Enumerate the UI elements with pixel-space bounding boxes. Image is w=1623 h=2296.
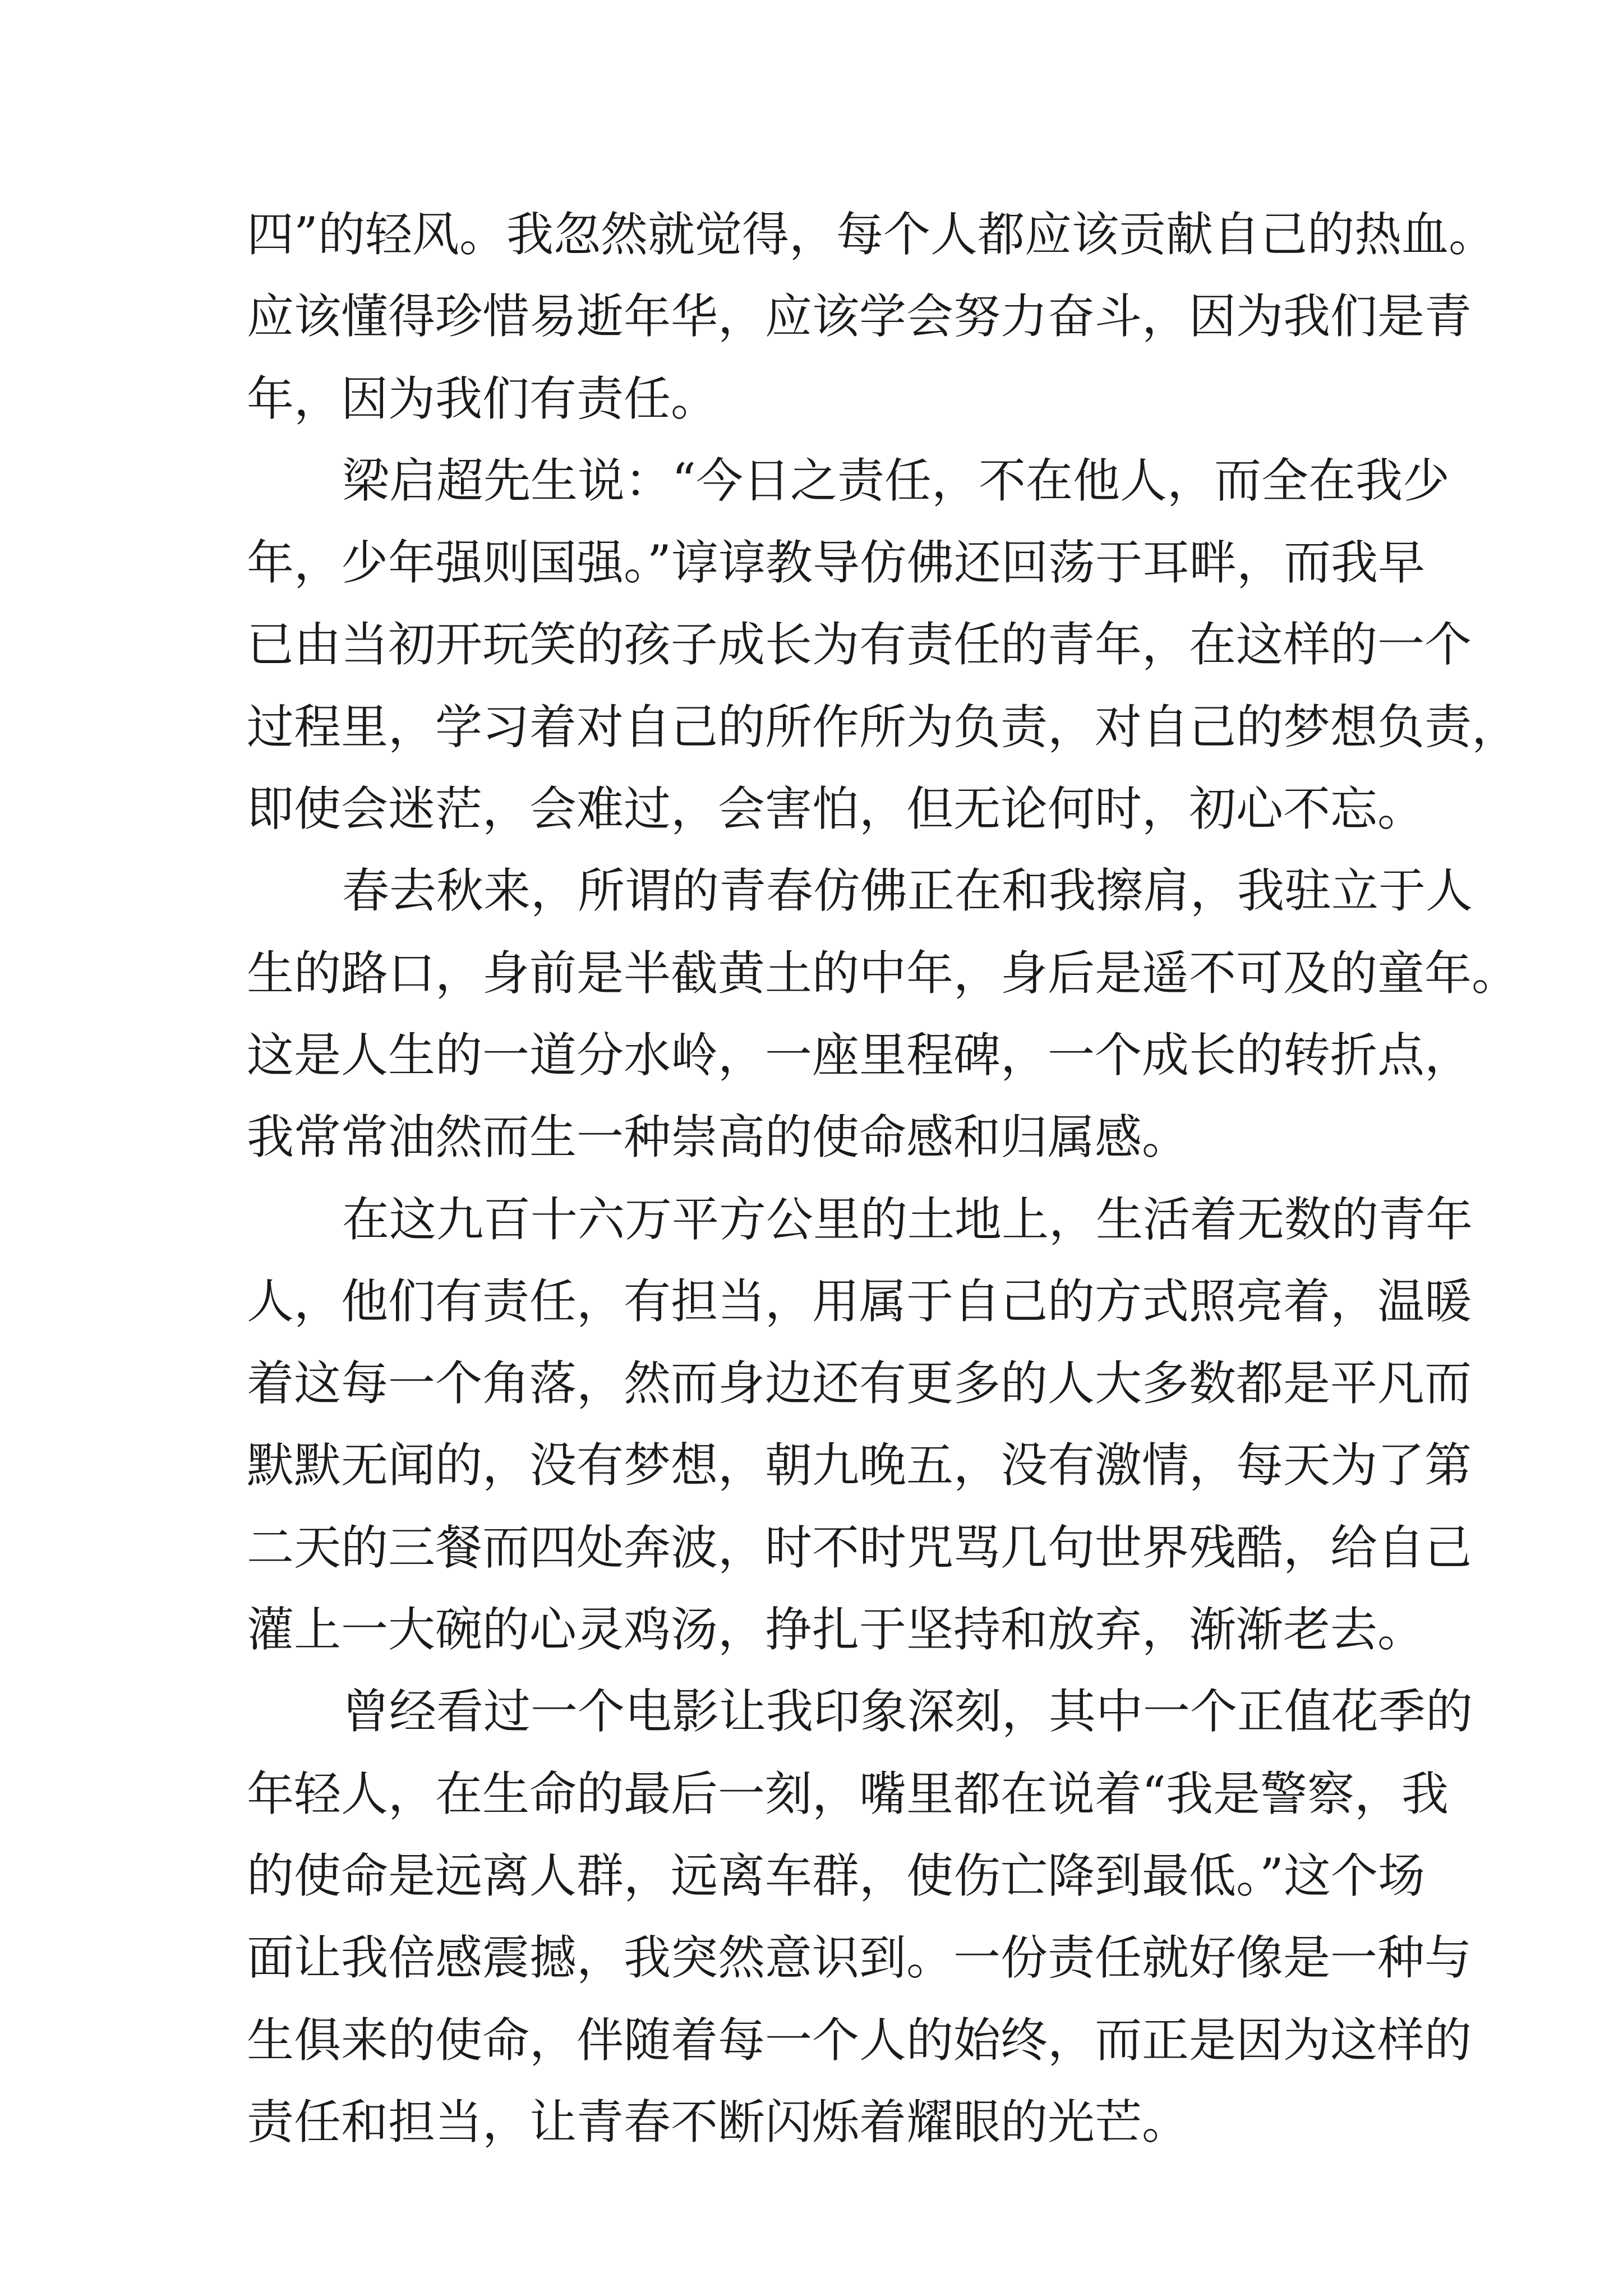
text-line: 着这每一个角落，然而身边还有更多的人大多数都是平凡而	[247, 1356, 1472, 1411]
text-line: 我常常油然而生一种崇高的使命感和归属感。	[247, 1110, 1189, 1165]
text-line: 年，少年强则国强。”谆谆教导仿佛还回荡于耳畔，而我早	[247, 535, 1425, 591]
text-line: 的使命是远离人群，远离车群，使伤亡降到最低。”这个场	[247, 1848, 1425, 1903]
text-line: 四”的轻风。我忽然就觉得，每个人都应该贡献自己的热血。	[247, 207, 1496, 262]
text-line: 这是人生的一道分水岭，一座里程碑，一个成长的转折点，	[247, 1027, 1472, 1083]
text-line: 默默无闻的，没有梦想，朝九晚五，没有激情，每天为了第	[247, 1438, 1472, 1493]
text-line: 责任和担当，让青春不断闪烁着耀眼的光芒。	[247, 2094, 1189, 2150]
text-line: 年轻人，在生命的最后一刻，嘴里都在说着“我是警察，我	[247, 1766, 1449, 1821]
text-line: 生俱来的使命，伴随着每一个人的始终，而正是因为这样的	[247, 2012, 1472, 2068]
text-line: 生的路口，身前是半截黄土的中年，身后是遥不可及的童年。	[247, 945, 1519, 1001]
paragraph-first-line: 春去秋来，所谓的青春仿佛正在和我擦肩，我驻立于人	[342, 863, 1473, 919]
text-line: 年，因为我们有责任。	[247, 371, 718, 426]
text-line: 已由当初开玩笑的孩子成长为有责任的青年，在这样的一个	[247, 617, 1472, 673]
text-line: 灌上一大碗的心灵鸡汤，挣扎于坚持和放弃，渐渐老去。	[247, 1602, 1425, 1658]
text-line: 二天的三餐而四处奔波，时不时咒骂几句世界残酷，给自己	[247, 1520, 1472, 1575]
text-line: 面让我倍感震撼，我突然意识到。一份责任就好像是一种与	[247, 1930, 1472, 1986]
paragraph-first-line: 在这九百十六万平方公里的土地上，生活着无数的青年	[342, 1191, 1473, 1247]
essay-text	[247, 194, 1519, 2163]
paragraph-first-line: 曾经看过一个电影让我印象深刻，其中一个正值花季的	[342, 1684, 1473, 1740]
text-line: 即使会迷茫，会难过，会害怕，但无论何时，初心不忘。	[247, 781, 1425, 837]
text-line: 过程里，学习着对自己的所作所为负责，对自己的梦想负责，	[247, 699, 1519, 754]
paragraph-first-line: 梁启超先生说：“今日之责任，不在他人，而全在我少	[342, 453, 1450, 508]
text-line: 人，他们有责任，有担当，用属于自己的方式照亮着，温暖	[247, 1273, 1472, 1329]
text-line: 应该懂得珍惜易逝年华，应该学会努力奋斗，因为我们是青	[247, 289, 1472, 344]
